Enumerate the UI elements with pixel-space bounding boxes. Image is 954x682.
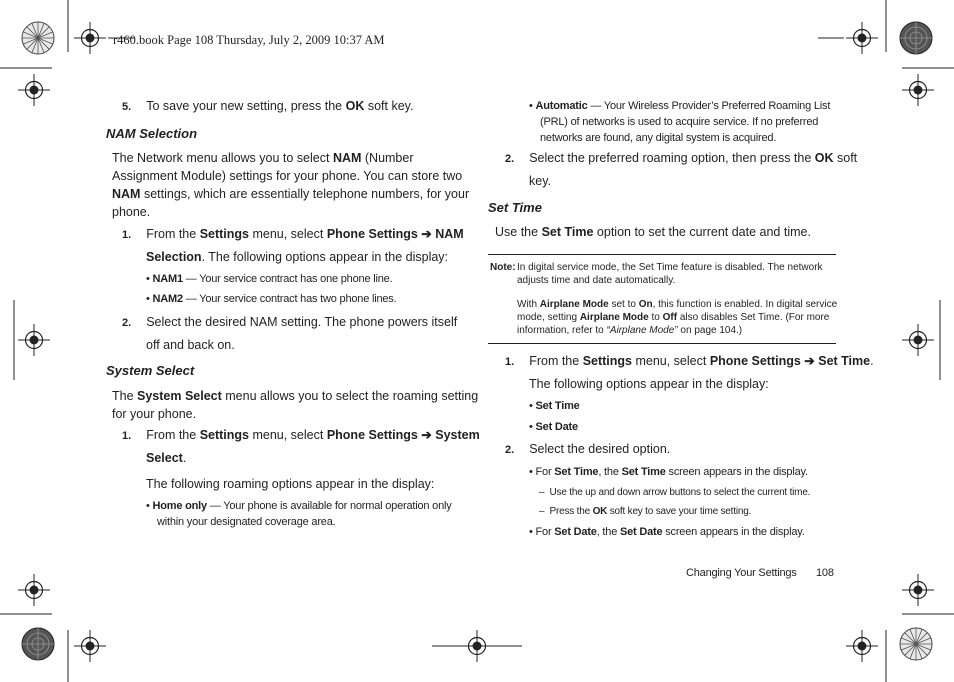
roaming-step-2: 2. Select the preferred roaming option, then press the OK soft key. [505,151,858,188]
nam1-option: • NAM1 — Your service contract has one phone line. [146,273,393,285]
color-wheel-bottom-right [900,628,932,660]
color-wheel-top-right [900,22,932,54]
system-select-paragraph: The System Select menu allows you to select the roaming setting for your phone. [112,389,479,421]
sub-item-ok: – Press the OK soft key to save your time setting. [539,506,752,517]
print-header: r460.book Page 108 Thursday, July 2, 2009 10:37 AM [113,33,385,47]
nam-selection-heading: NAM Selection [106,126,198,141]
option-set-date: • Set Date [529,421,578,433]
nam2-option: • NAM2 — Your service contract has two phone lines. [146,293,397,305]
page-number: 108 [816,567,834,579]
nam-step-1: 1. From the Settings menu, select Phone Settings ➔ NAM Selection. The following options appear in the display: [122,227,464,264]
set-time-heading: Set Time [488,200,542,215]
note-label: Note: [490,262,516,273]
automatic-option: • Automatic — Your Wireless Provider’s Preferred Roaming List (PRL) of networks is used to acquire service. If no preferred networks are found, any digital system is acquired. [529,100,831,144]
step-5: 5. To save your new setting, press the OK soft key. [122,99,414,113]
color-wheel-top-left [22,22,54,54]
set-time-step-2: 2. Select the desired option. [505,442,671,456]
system-step-1: 1. From the Settings menu, select Phone Settings ➔ System Select. The following roaming options appear in the display: [122,428,480,491]
for-set-time: • For Set Time, the Set Time screen appears in the display. [529,466,808,478]
nam-step-2: 2. Select the desired NAM setting. The phone powers itself off and back on. [122,315,458,352]
set-time-step-1: 1. From the Settings menu, select Phone Settings ➔ Set Time. The following options appear in the display: [505,354,874,391]
nam-paragraph: The Network menu allows you to select NAM (Number Assignment Module) settings for your phone. You can store two NAM settings, which are essentially telephone numbers, for your phone. [112,151,470,219]
set-time-paragraph: Use the Set Time option to set the current date and time. [495,225,811,239]
note-text: In digital service mode, the Set Time feature is disabled. The network adjusts time and date automatically. With Airplane Mode set to On, this function is enabled. In digital service mode, setting Airplane Mode to Off also disables Set Time. (For more information, refer to “Airplane Mode” on page 104.) [517,262,838,336]
home-only-option: • Home only — Your phone is available for normal operation only within your designated coverage area. [146,500,452,528]
system-select-heading: System Select [106,363,195,378]
for-set-date: • For Set Date, the Set Date screen appears in the display. [529,526,805,538]
sub-item-arrows: – Use the up and down arrow buttons to select the current time. [539,487,811,498]
color-wheel-bottom-left [22,628,54,660]
footer-section: Changing Your Settings [686,567,797,579]
option-set-time: • Set Time [529,400,580,412]
